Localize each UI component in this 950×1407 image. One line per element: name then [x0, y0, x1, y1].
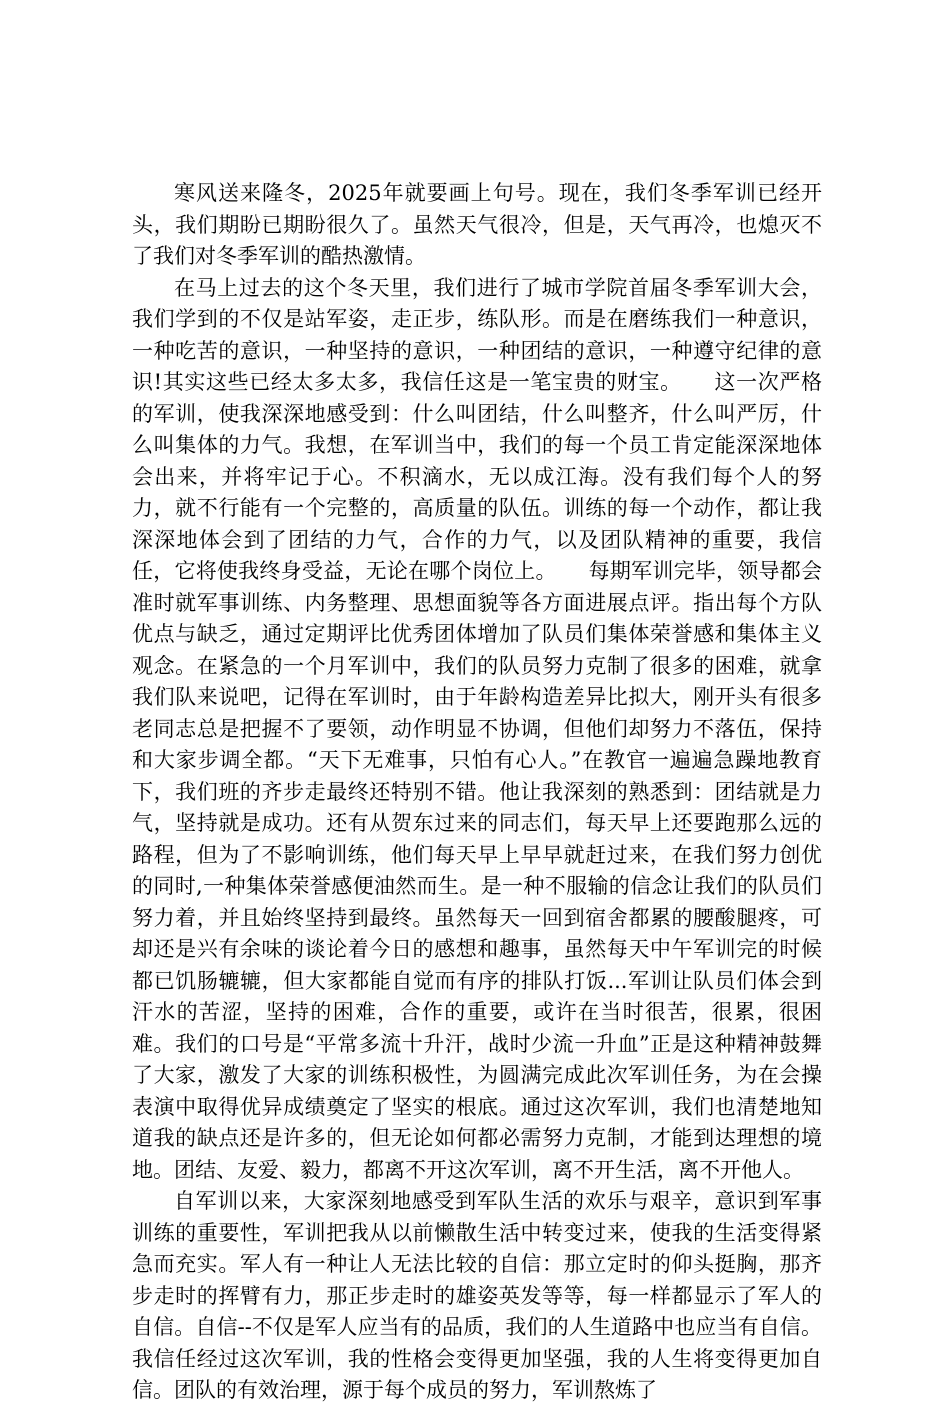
document-body [132, 178, 822, 1407]
paragraph-2: 在马上过去的这个冬天里，我们进行了城市学院首届冬季军训大会，我们学到的不仅是站军姿，走正步，练队形。而是在磨练我们一种意识，一种吃苦的意识，一种坚持的意识，一种团结的意识，一种遵守纪律的意识!其实这些已经太多太多，我信任这是一笔宝贵的财宝。 这一次严格的军训，使我深深地感受到：什么叫团结，什么叫整齐，什么叫严厉，什么叫集体的力气。我想，在军训当中，我们的每一个员工肯定能深深地体会出来，并将牢记于心。不积滴水，无以成江海。没有我们每个人的努力，就不行能有一个完整的，高质量的队伍。训练的每一个动作，都让我深深地体会到了团结的力气，合作的力气，以及团队精神的重要，我信任，它将使我终身受益，无论在哪个岗位上。 每期军训完毕，领导都会准时就军事训练、内务整理、思想面貌等各方面进展点评。指出每个方队优点与缺乏，通过定期评比优秀团体增加了队员们集体荣誉感和集体主义观念。在紧急的一个月军训中，我们的队员努力克制了很多的困难，就拿我们队来说吧，记得在军训时，由于年龄构造差异比拟大，刚开头有很多老同志总是把握不了要领，动作明显不协调，但他们却努力不落伍，保持和大家步调全都。“天下无难事，只怕有心人。”在教官一遍遍急躁地教育下，我们班的齐步走最终还特别不错。他让我深刻的熟悉到：团结就是力气，坚持就是成功。还有从贺东过来的同志们，每天早上还要跑那么远的路程，但为了不影响训练，他们每天早上早早就赶过来，在我们努力创优的同时,一种集体荣誉感便油然而生。是一种不服输的信念让我们的队员们努力着，并且始终坚持到最终。虽然每天一回到宿舍都累的腰酸腿疼，可却还是兴有余味的谈论着今日的感想和趣事，虽然每天中午军训完的时候都已饥肠辘辘，但大家都能自觉而有序的排队打饭...军训让队员们体会到汗水的苦涩，坚持的困难，合作的重要，或许在当时很苦，很累，很困难。我们的口号是“平常多流十升汗，战时少流一升血”正是这种精神鼓舞了大家，激发了大家的训练积极性，为圆满完成此次军训任务，为在会操表演中取得优异成绩奠定了坚实的根底。通过这次军训，我们也清楚地知道我的缺点还是许多的，但无论如何都必需努力克制，才能到达理想的境地。团结、友爱、毅力，都离不开这次军训，离不开生活，离不开他人。 [132, 275, 822, 1182]
paragraph-3: 自军训以来，大家深刻地感受到军队生活的欢乐与艰辛，意识到军事训练的重要性，军训把我从以前懒散生活中转变过来，使我的生活变得紧急而充实。军人有一种让人无法比较的自信：那立定时的仰头挺胸，那齐步走时的挥臂有力，那正步走时的雄姿英发等等，每一样都显示了军人的自信。自信--不仅是军人应当有的品质，我们的人生道路中也应当有自信。我信任经过这次军训，我的性格会变得更加坚强，我的人生将变得更加自信。团队的有效治理，源于每个成员的努力，军训熬炼了 [132, 1189, 822, 1402]
paragraph-1: 寒风送来隆冬，2025年就要画上句号。现在，我们冬季军训已经开头，我们期盼已期盼很久了。虽然天气很冷，但是，天气再冷，也熄灭不了我们对冬季军训的酷热激情。 [132, 181, 822, 268]
